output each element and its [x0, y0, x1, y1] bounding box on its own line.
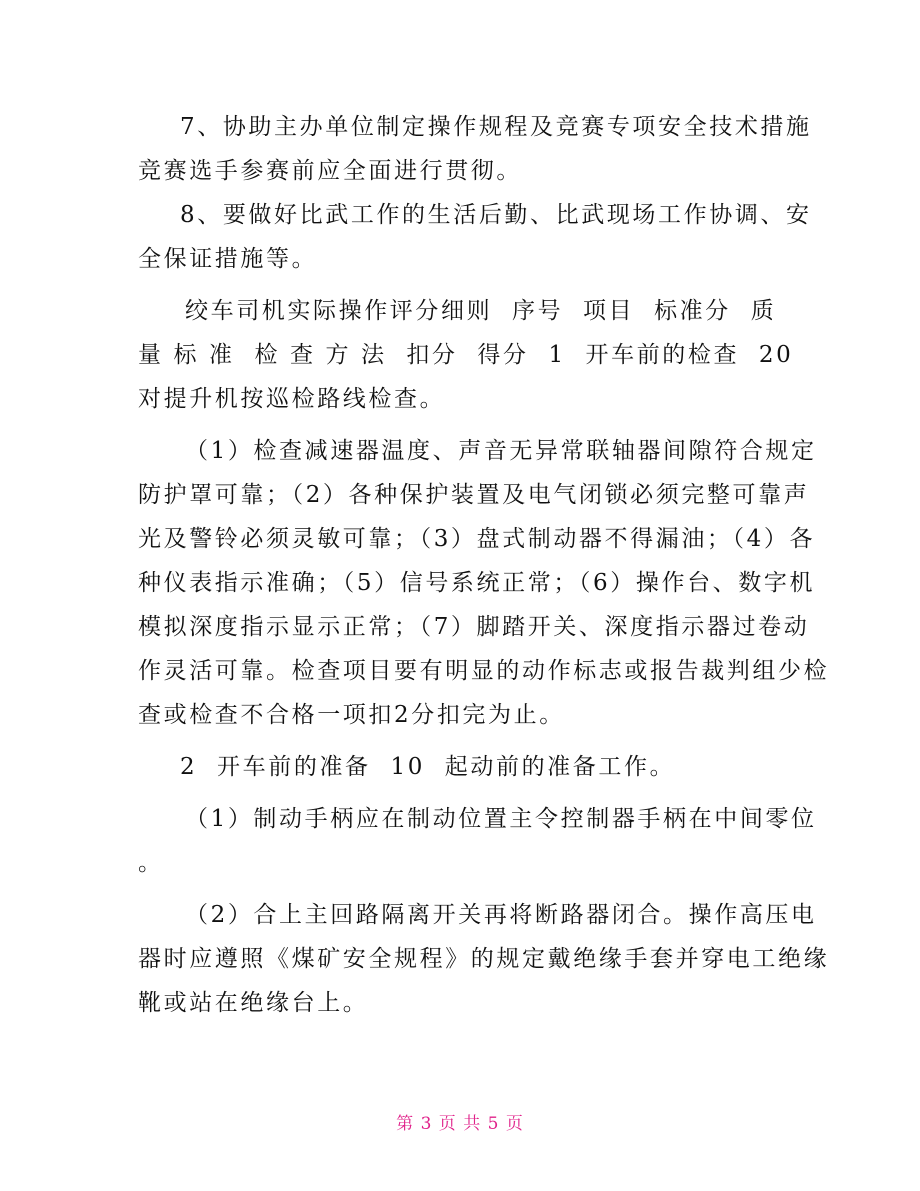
- scoring-rules-line-1: 绞车司机实际操作评分细则 序号 项目 标准分 质: [185, 298, 777, 324]
- prep-item-2-line-3: 靴或站在绝缘台上。: [138, 990, 369, 1016]
- paragraph-8-line-1: 8、要做好比武工作的生活后勤、比武现场工作协调、安: [180, 202, 812, 228]
- prep-item-1-line-2: 。: [138, 850, 164, 876]
- check-items-line-3: 光及警铃必须灵敏可靠；（3）盘式制动器不得漏油；（4）各: [138, 526, 816, 552]
- prep-item-2-line-2: 器时应遵照《煤矿安全规程》的规定戴绝缘手套并穿电工绝缘: [138, 946, 830, 972]
- paragraph-7-line-2: 竞赛选手参赛前应全面进行贯彻。: [138, 158, 522, 184]
- scoring-rules-line-2: 量 标 准 检 查 方 法 扣分 得分 1 开车前的检查 20: [138, 342, 794, 368]
- check-items-line-5: 模拟深度指示显示正常；（7）脚踏开关、深度指示器过卷动: [138, 614, 810, 640]
- paragraph-7-line-1: 7、协助主办单位制定操作规程及竞赛专项安全技术措施: [180, 114, 812, 140]
- check-items-line-1: （1）检查减速器温度、声音无异常联轴器间隙符合规定: [185, 438, 817, 464]
- check-items-line-7: 查或检查不合格一项扣2分扣完为止。: [138, 702, 565, 728]
- paragraph-8-line-2: 全保证措施等。: [138, 246, 318, 272]
- page-number-footer: 第 3 页 共 5 页: [396, 1114, 524, 1134]
- check-items-line-2: 防护罩可靠；（2）各种保护装置及电气闭锁必须完整可靠声: [138, 482, 810, 508]
- scoring-rules-line-3: 对提升机按巡检路线检查。: [138, 386, 446, 412]
- check-items-line-4: 种仪表指示准确；（5）信号系统正常；（6）操作台、数字机: [138, 570, 816, 596]
- check-items-line-6: 作灵活可靠。检查项目要有明显的动作标志或报告裁判组少检: [138, 658, 830, 684]
- prep-item-2-line-1: （2）合上主回路隔离开关再将断路器闭合。操作高压电: [185, 902, 817, 928]
- prep-item-1-line-1: （1）制动手柄应在制动位置主令控制器手柄在中间零位: [185, 806, 817, 832]
- preparation-heading: 2 开车前的准备 10 起动前的准备工作。: [180, 754, 676, 780]
